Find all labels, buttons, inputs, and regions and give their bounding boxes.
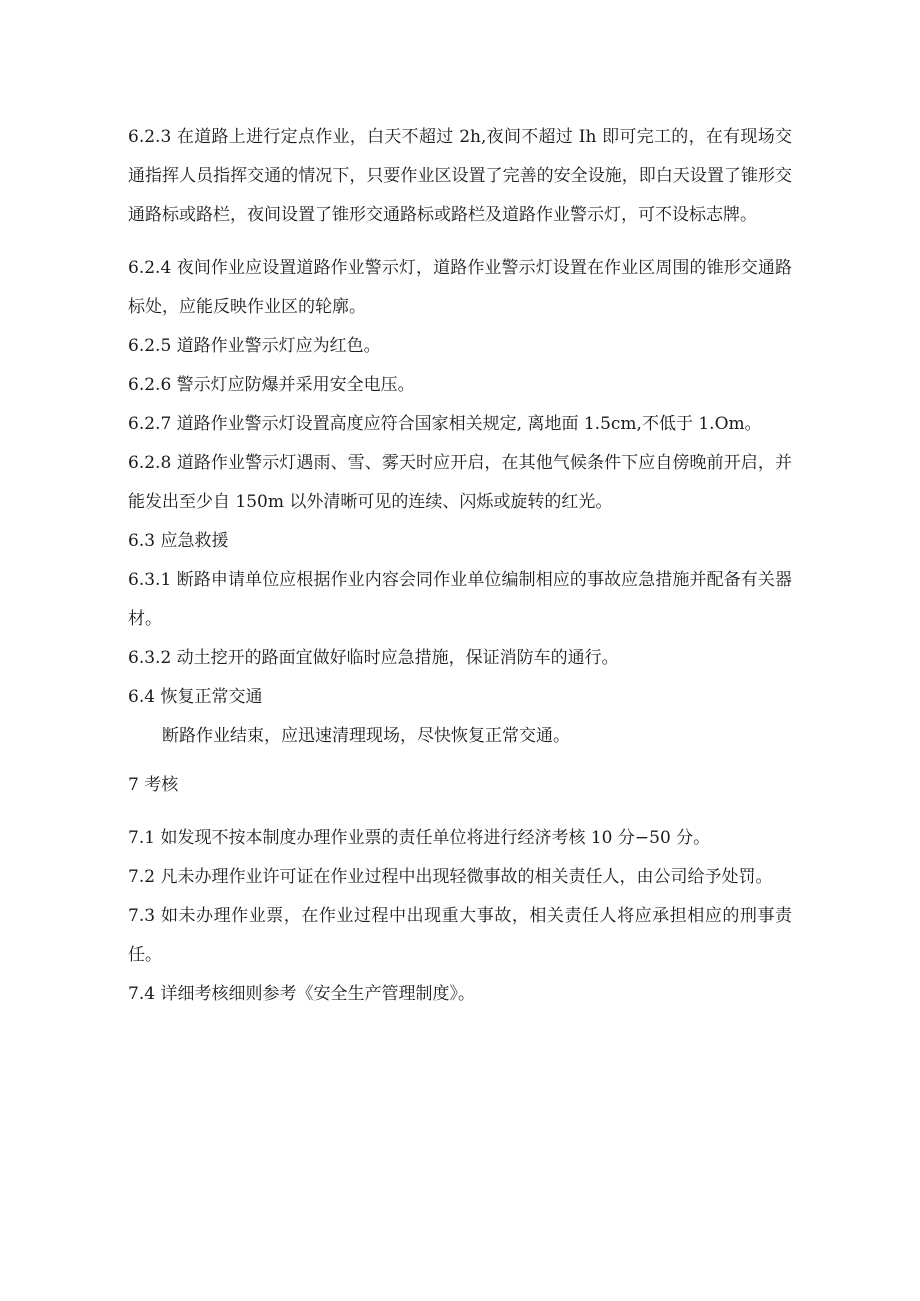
clause-6-3-1: 6.3.1 断路申请单位应根据作业内容会同作业单位编制相应的事故应急措施并配备有关器材。	[128, 570, 792, 629]
clause-6-2-3: 6.2.3 在道路上进行定点作业，白天不超过 2h,夜间不超过 Ih 即可完工的，在有现场交通指挥人员指挥交通的情况下，只要作业区设置了完善的安全设施，即白天设置了锥形交通路标或路栏，夜间设置了锥形交通路标或路栏及道路作业警示灯，可不设标志牌。	[128, 127, 792, 225]
clause-6-4-body: 断路作业结束，应迅速清理现场，尽快恢复正常交通。	[162, 726, 570, 746]
clause-6-2-8: 6.2.8 道路作业警示灯遇雨、雪、雾天时应开启，在其他气候条件下应自傍晚前开启，并能发出至少自 150m 以外清晰可见的连续、闪烁或旋转的红光。	[128, 453, 792, 512]
section-heading-7: 7 考核	[128, 775, 179, 795]
clause-6-3-2: 6.3.2 动土挖开的路面宜做好临时应急措施，保证消防车的通行。	[128, 648, 619, 668]
clause-7-3: 7.3 如未办理作业票，在作业过程中出现重大事故，相关责任人将应承担相应的刑事责任。	[128, 906, 792, 965]
clause-6-2-4: 6.2.4 夜间作业应设置道路作业警示灯，道路作业警示灯设置在作业区周围的锥形交通路标处，应能反映作业区的轮廓。	[128, 258, 792, 317]
clause-7-1: 7.1 如发现不按本制度办理作业票的责任单位将进行经济考核 10 分−50 分。	[128, 828, 711, 848]
clause-7-2: 7.2 凡未办理作业许可证在作业过程中出现轻微事故的相关责任人，由公司给予处罚。	[128, 867, 773, 887]
clause-6-2-7: 6.2.7 道路作业警示灯设置高度应符合国家相关规定, 离地面 1.5cm,不低于 1.Om。	[128, 414, 762, 434]
section-heading-6-4: 6.4 恢复正常交通	[128, 687, 263, 707]
section-heading-6-3: 6.3 应急救援	[128, 531, 229, 551]
clause-7-4: 7.4 详细考核细则参考《安全生产管理制度》。	[128, 984, 475, 1004]
clause-6-2-6: 6.2.6 警示灯应防爆并采用安全电压。	[128, 375, 415, 395]
document-page	[128, 118, 792, 1014]
clause-6-2-5: 6.2.5 道路作业警示灯应为红色。	[128, 336, 381, 356]
